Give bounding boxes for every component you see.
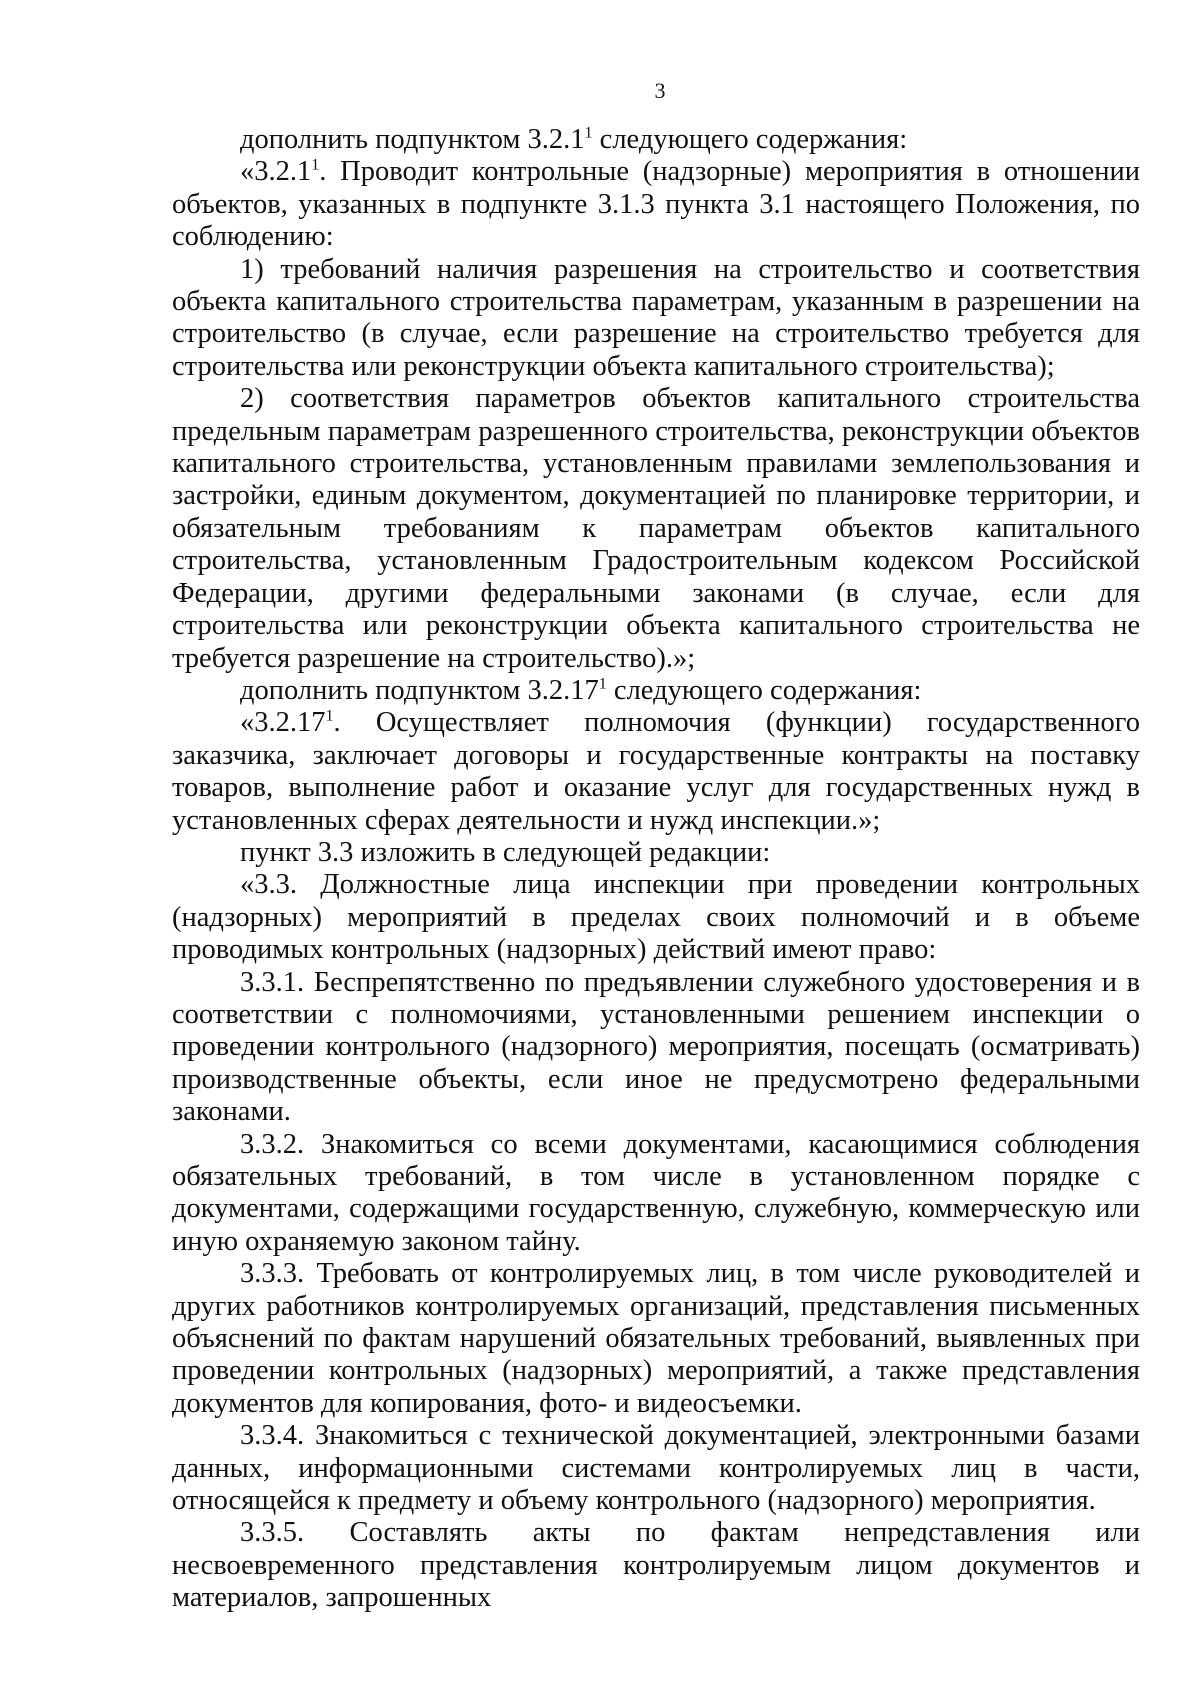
paragraph-3-3-4: 3.3.4. Знакомиться с технической документацией, электронными базами данных, информационными системами контролируемых лиц в части, относящейся к предмету и объему контрольного (надзорного) мероприятия. <box>172 1420 1140 1517</box>
paragraph-tail: следующего содержания: <box>592 124 908 155</box>
document-body <box>172 124 1140 1615</box>
paragraph-3-3: «3.3. Должностные лица инспекции при проведении контрольных (надзорных) мероприятий в пределах своих полномочий и в объеме проводимых контрольных (надзорных) действий имеют право: <box>172 869 1140 966</box>
paragraph-3-3-1: 3.3.1. Беспрепятственно по предъявлении служебного удостоверения и в соответствии с полномочиями, установленными решением инспекции о проведении контрольного (надзорного) мероприятия, посещать (осматривать) производственные объекты, если иное не предусмотрено федеральными законами. <box>172 966 1140 1128</box>
superscript: 1 <box>584 124 593 142</box>
superscript: 1 <box>311 156 320 174</box>
paragraph-3-3-3: 3.3.3. Требовать от контролируемых лиц, в том числе руководителей и других работников контролируемых организаций, представления письменных объяснений по фактам нарушений обязательных требований, выявленных при проведении контрольных (надзорных) мероприятий, а также представления документов для копирования, фото- и видеосъемки. <box>172 1258 1140 1419</box>
paragraph-item-1: 1) требований наличия разрешения на строительство и соответствия объекта капитального строительства параметрам, указанным в разрешении на строительство (в случае, если разрешение на строительство требуется для строительства или реконструкции объекта капитального строительства); <box>172 253 1140 382</box>
paragraph-item-2: 2) соответствия параметров объектов капитального строительства предельным параметрам разрешенного строительства, реконструкции объектов капитального строительства, установленным правилами землепользования и застройки, единым документом, документацией по планировке территории, и обязательным требованиям к параметрам объектов капитального строительства, установленным Градостроительным кодексом Российской Федерации, другими федеральными законами (в случае, если для строительства или реконструкции объекта капитального строительства не требуется разрешение на строительство).»; <box>172 383 1140 674</box>
paragraph-amend-3-2-17-1-intro <box>172 675 1140 707</box>
paragraph-amend-3-2-1-1-intro <box>172 124 1140 156</box>
paragraph-text: «3.2.17 <box>240 707 326 739</box>
page-number: 3 <box>654 78 666 103</box>
paragraph-text: дополнить подпунктом 3.2.17 <box>240 674 599 706</box>
paragraph-tail: . Осуществляет полномочия (функции) государственного заказчика, заключает договоры и государственные контракты на поставку товаров, выполнение работ и оказание услуг для государственных нужд в установленных сферах деятельности и нужд инспекции.»; <box>172 707 1140 836</box>
paragraph-3-3-5: 3.3.5. Составлять акты по фактам непредставления или несвоевременного представления контролируемым лицом документов и материалов, запрошенных <box>172 1517 1140 1614</box>
paragraph-tail: . Проводит контрольные (надзорные) мероприятия в отношении объектов, указанных в подпункте 3.1.3 пункта 3.1 настоящего Положения, по соблюдению: <box>172 156 1140 253</box>
paragraph-text: дополнить подпунктом 3.2.1 <box>240 124 585 155</box>
paragraph-text: «3.2.1 <box>240 156 312 188</box>
paragraph-amend-3-3-intro: пункт 3.3 изложить в следующей редакции: <box>240 836 771 868</box>
paragraph-3-2-17-1 <box>172 707 1140 837</box>
paragraph-tail: следующего содержания: <box>606 674 922 706</box>
paragraph-3-3-2: 3.3.2. Знакомиться со всеми документами, касающимися соблюдения обязательных требований, в том числе в установленном порядке с документами, содержащими государственную, служебную, коммерческую или иную охраняемую законом тайну. <box>172 1128 1140 1257</box>
superscript: 1 <box>598 675 607 693</box>
superscript: 1 <box>325 707 334 725</box>
paragraph-3-2-1-1 <box>172 156 1140 253</box>
